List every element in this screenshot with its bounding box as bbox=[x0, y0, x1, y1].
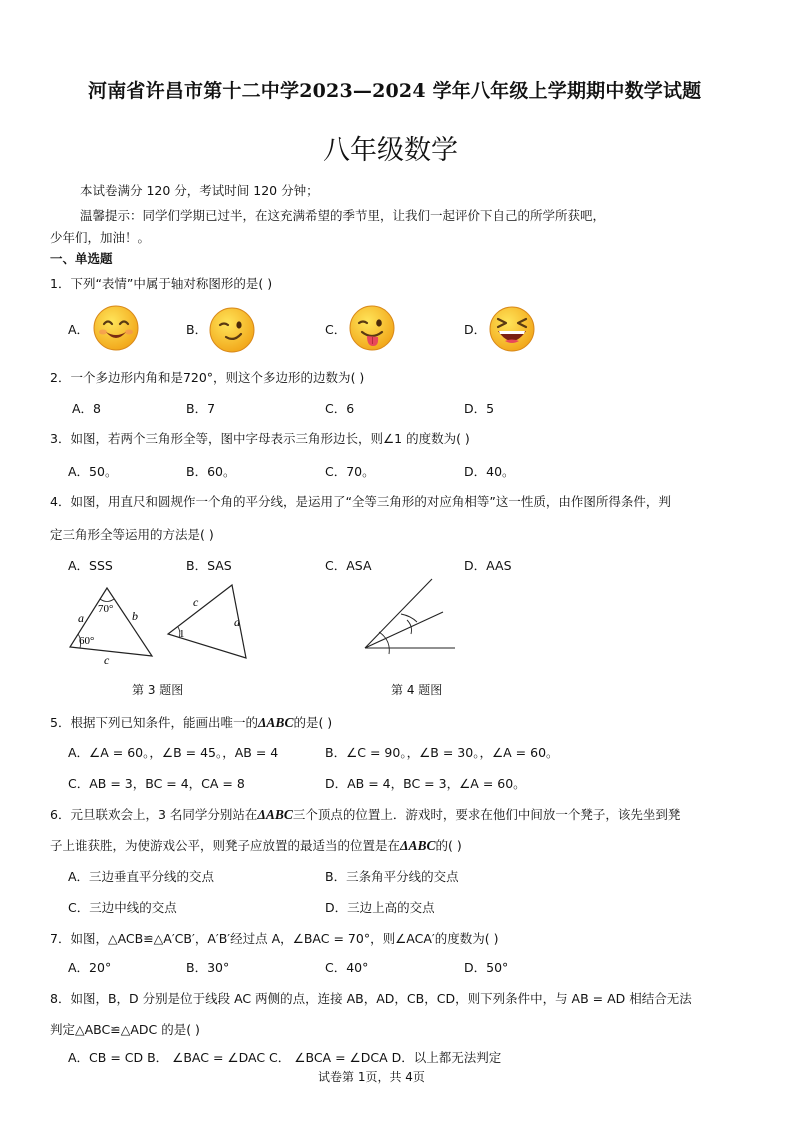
exam-title: 河南省许昌市第十二中学2023—2024 学年八年级上学期期中数学试题 bbox=[88, 80, 702, 102]
q5-option-c: C．AB = 3，BC = 4，CA = 8 bbox=[68, 776, 245, 791]
q2-stem: 2．一个多边形内角和是720°，则这个多边形的边数为( ) bbox=[50, 370, 365, 385]
q3-option-a: A．50。 bbox=[68, 464, 118, 479]
label-angle-1: 1 bbox=[179, 628, 185, 640]
q5-stem-pre: 5．根据下列已知条件，能画出唯一的 bbox=[50, 715, 258, 730]
winking-face-icon bbox=[208, 306, 256, 354]
q8-options: A．CB = CD B． ∠BAC = ∠DAC C． ∠BCA = ∠DCA D．以上都无法判定 bbox=[68, 1050, 502, 1065]
q5-stem bbox=[50, 713, 332, 731]
q6-stem-line-2 bbox=[50, 836, 462, 854]
q5-option-a: A．∠A = 60。，∠B = 45。，AB = 4 bbox=[68, 745, 279, 760]
q1-option-d: D． bbox=[464, 322, 487, 337]
q6-stem1-post: 三个顶点的位置上．游戏时，要求在他们中间放一个凳子，该先坐到凳 bbox=[292, 807, 681, 822]
q6-triangle: ΔABC bbox=[257, 807, 293, 822]
q7-option-c: C．40° bbox=[325, 960, 369, 975]
smiling-face-icon bbox=[92, 304, 140, 352]
q6-option-b: B．三条角平分线的交点 bbox=[325, 869, 459, 884]
q1-option-c: C． bbox=[325, 322, 347, 337]
label-side-a: a bbox=[78, 611, 84, 625]
q1-option-b: B． bbox=[186, 322, 208, 337]
label-side-b: b bbox=[132, 609, 138, 623]
figure-3-triangles bbox=[60, 582, 260, 672]
intro-line-2: 温馨提示：同学们学期已过半，在这充满希望的季节里，让我们一起评价下自己的所学所获吧， bbox=[80, 208, 606, 223]
q4-option-a: A．SSS bbox=[68, 558, 113, 573]
q6-stem-line-1 bbox=[50, 805, 680, 823]
q7-option-b: B．30° bbox=[186, 960, 230, 975]
exam-subtitle: 八年级数学 bbox=[323, 135, 458, 166]
q3-stem: 3．如图，若两个三角形全等，图中字母表示三角形边长，则∠1 的度数为( ) bbox=[50, 431, 470, 446]
q4-option-b: B．SAS bbox=[186, 558, 232, 573]
q6-stem2-post: 的( ) bbox=[435, 838, 462, 853]
q2-option-d: D．5 bbox=[464, 401, 495, 416]
q3-option-b: B．60。 bbox=[186, 464, 236, 479]
intro-line-1: 本试卷满分 120 分，考试时间 120 分钟； bbox=[80, 183, 319, 198]
q5-triangle: ΔABC bbox=[257, 715, 294, 730]
laughing-face-icon bbox=[488, 305, 536, 353]
q4-option-d: D．AAS bbox=[464, 558, 512, 573]
figure-3-caption: 第 3 题图 bbox=[132, 683, 184, 697]
q6-stem1-pre: 6．元旦联欢会上，3 名同学分别站在 bbox=[50, 807, 258, 822]
label-angle-left: 60° bbox=[79, 635, 95, 647]
q6-option-d: D．三边上高的交点 bbox=[325, 900, 435, 915]
q6-option-c: C．三边中线的交点 bbox=[68, 900, 177, 915]
q3-option-c: C．70。 bbox=[325, 464, 375, 479]
tongue-out-face-icon bbox=[348, 304, 396, 352]
q7-option-a: A．20° bbox=[68, 960, 112, 975]
q2-option-b: B．7 bbox=[186, 401, 216, 416]
label-tri2-c: c bbox=[193, 595, 199, 609]
q3-option-d: D．40。 bbox=[464, 464, 515, 479]
q1-option-a: A． bbox=[68, 322, 90, 337]
q4-stem-line-1: 4．如图，用直尺和圆规作一个角的平分线，是运用了“全等三角形的对应角相等”这一性质，由作图所得条件，判 bbox=[50, 494, 671, 509]
label-side-c: c bbox=[104, 653, 110, 667]
q8-stem-line-2: 判定△ABC≌△ADC 的是( ) bbox=[50, 1022, 200, 1037]
q5-stem-post: 的是( ) bbox=[293, 715, 333, 730]
label-tri2-a: a bbox=[234, 615, 240, 629]
figure-4-angle-bisector bbox=[355, 574, 465, 664]
q6-stem2-pre: 子上谁获胜，为使游戏公平，则凳子应放置的最适当的位置是在 bbox=[50, 838, 401, 853]
q7-option-d: D．50° bbox=[464, 960, 509, 975]
label-angle-top: 70° bbox=[98, 603, 114, 615]
q6-triangle-2: ΔABC bbox=[400, 838, 436, 853]
q4-stem-line-2: 定三角形全等运用的方法是( ) bbox=[50, 527, 214, 542]
q5-option-d: D．AB = 4，BC = 3，∠A = 60。 bbox=[325, 776, 526, 791]
q2-option-a: A．8 bbox=[72, 401, 102, 416]
figure-4-caption: 第 4 题图 bbox=[391, 683, 443, 697]
q2-option-c: C．6 bbox=[325, 401, 355, 416]
q4-option-c: C．ASA bbox=[325, 558, 372, 573]
q7-stem: 7．如图，△ACB≌△A′CB′，A′B′经过点 A，∠BAC = 70°，则∠ACA′的度数为( ) bbox=[50, 931, 499, 946]
page-footer: 试卷第 1页，共 4页 bbox=[318, 1070, 425, 1084]
q8-stem-line-1: 8．如图，B，D 分别是位于线段 AC 两侧的点，连接 AB，AD，CB，CD，则下列条件中，与 AB = AD 相结合无法 bbox=[50, 991, 692, 1006]
q6-option-a: A．三边垂直平分线的交点 bbox=[68, 869, 215, 884]
section-heading: 一、单选题 bbox=[50, 251, 113, 266]
intro-line-3: 少年们，加油！。 bbox=[50, 230, 151, 245]
q1-stem: 1．下列“表情”中属于轴对称图形的是( ) bbox=[50, 276, 273, 291]
q5-option-b: B．∠C = 90。，∠B = 30。，∠A = 60。 bbox=[325, 745, 559, 760]
